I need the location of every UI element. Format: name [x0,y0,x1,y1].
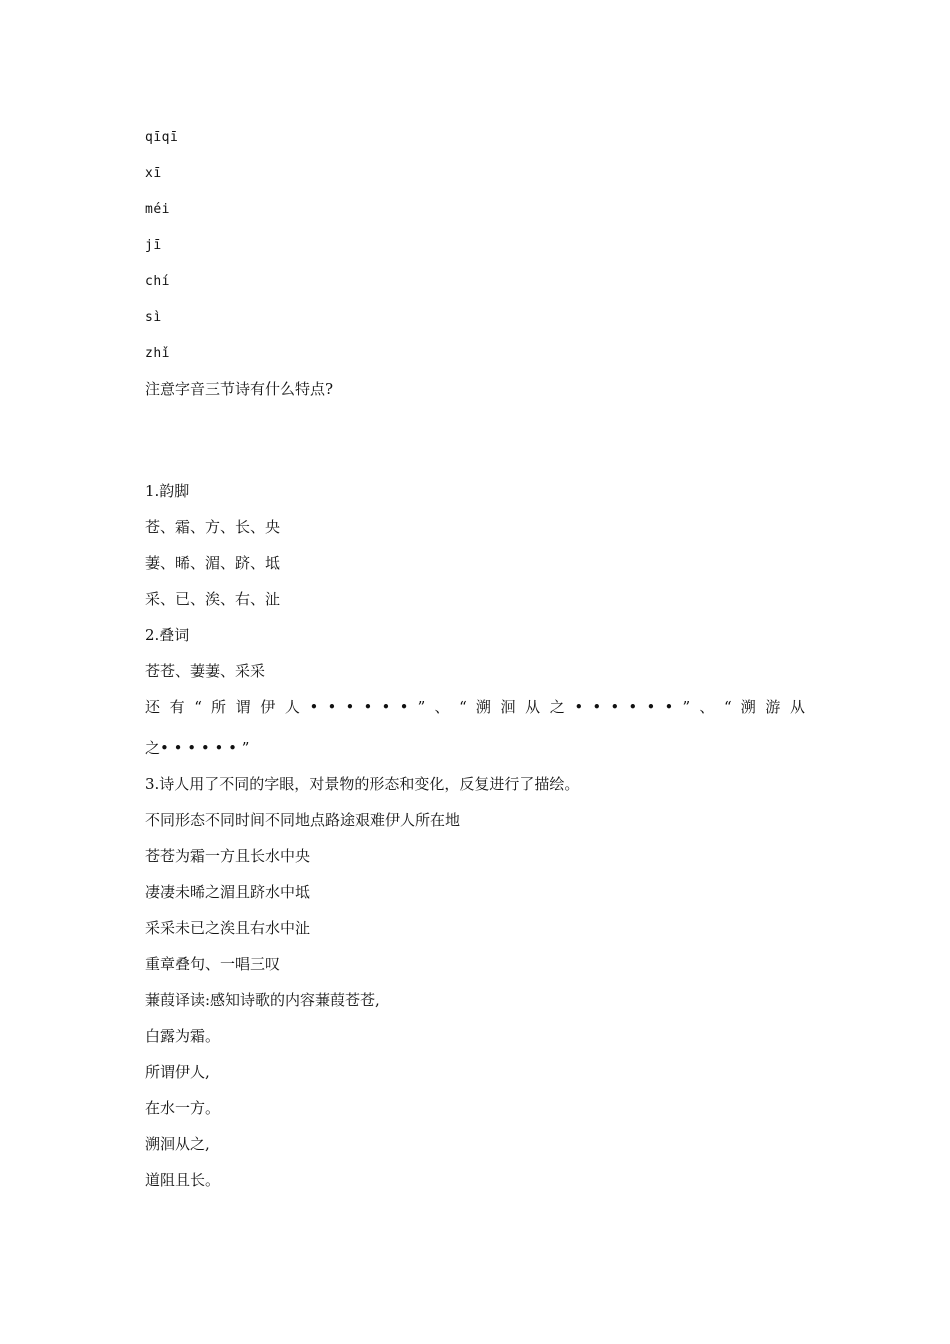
comparison-header: 不同形态不同时间不同地点路途艰难伊人所在地 [145,811,461,829]
rhyme-line: 采、已、涘、右、沚 [145,590,281,608]
question-text: 注意字音三节诗有什么特点? [145,380,334,398]
pinyin-line: chí [145,274,170,289]
poem-line: 溯洄从之, [145,1135,210,1153]
reduplication-extra-line: 之• • • • • • ” [145,739,250,757]
comparison-row: 苍苍为霜一方且长水中央 [145,847,311,865]
pinyin-line: jī [145,238,162,253]
rhyme-line: 萋、晞、湄、跻、坻 [145,554,281,572]
section-heading: 2.叠词 [145,626,190,644]
poem-line: 白露为霜。 [145,1027,221,1045]
summary-text: 重章叠句、一唱三叹 [145,955,281,973]
pinyin-line: qīqī [145,130,179,145]
poem-intro: 蒹葭译读:感知诗歌的内容蒹葭苍苍, [145,991,380,1009]
pinyin-line: xī [145,166,162,181]
section-heading: 3.诗人用了不同的字眼，对景物的形态和变化，反复进行了描绘。 [145,775,580,793]
reduplication-line: 苍苍、萋萋、采采 [145,662,266,680]
comparison-row: 凄凄未晞之湄且跻水中坻 [145,883,311,901]
pinyin-line: sì [145,310,162,325]
comparison-row: 采采未已之涘且右水中沚 [145,919,311,937]
section-heading: 1.韵脚 [145,482,190,500]
poem-line: 道阻且长。 [145,1171,221,1189]
pinyin-line: zhǐ [145,346,170,361]
poem-line: 在水一方。 [145,1099,221,1117]
poem-line: 所谓伊人, [145,1063,210,1081]
pinyin-line: méi [145,202,170,217]
reduplication-extra-line: 还 有 “ 所 谓 伊 人 • • • • • • ” 、 “ 溯 洄 从 之 • • • • • • ” 、 “ 溯 游 从 [145,698,807,716]
rhyme-line: 苍、霜、方、长、央 [145,518,281,536]
